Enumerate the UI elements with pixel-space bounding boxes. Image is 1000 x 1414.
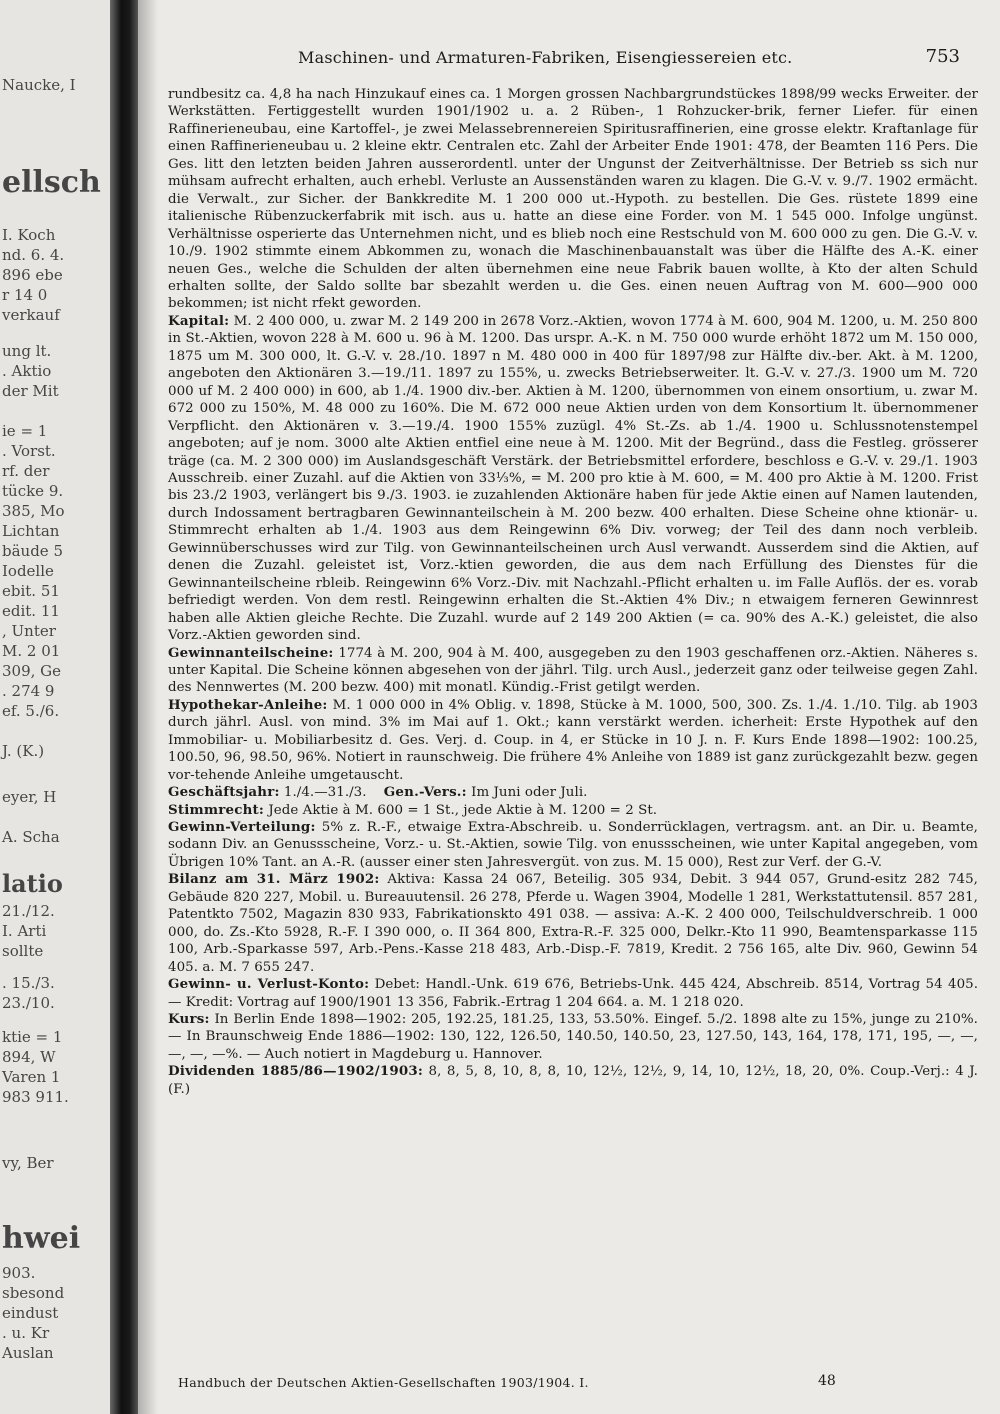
gutter-shadow [138, 0, 158, 1414]
geschaeftsjahr-text: 1./4.—31./3. [283, 785, 367, 801]
left-fragment: . u. Kr [2, 1324, 50, 1342]
kapital-entry [168, 313, 978, 645]
bilanz-label: Bilanz am 31. März 1902: [168, 871, 380, 888]
kapital-text: M. 2 400 000, u. zwar M. 2 149 200 in 2678 Vorz.-Aktien, wovon 1774 à M. 600, 904 M. 1200, u. M. 250 800 in St.-Aktien, wovon 228 à M. 600 u. 96 à M. 1200. Das urspr. A.-K. n M. 750 000 wurde erhöht 1872 um M. 150 000, 1875 um M. 300 000, lt. G.-V. v. 28./10. 1897 n M. 480 000 in 400 für 1897/98 zur Hälfte div.-ber. Akt. à M. 1200, angeboten den Aktionären 3.—19./11. 1897 zu 155%, u. zwecks Betriebserweiter. lt. G.-V. v. 27./3. 1900 um M. 720 000 uf M. 2 400 000) in 600, ab 1./4. 1900 div.-ber. Aktien à M. 1200, übernommen von einem onsortium, u. zwar M. 672 000 zu 150%, M. 48 000 zu 160%. Die M. 672 000 neue Aktien urden von dem Konsortium lt. übernommener Verpflicht. den Aktionären v. 3.—19./4. 1900 155% zuzügl. 4% St.-Zs. ab 1./4. 1900 u. Schlussnotenstempel angeboten; auf je nom. 3000 alte Aktien entfiel eine neue à M. 1200. Mit der Begründ., dass die Festleg. grösserer träge (ca. M. 2 300 000) im Auslandsgeschäft Verstärk. der Betriebsmittel erfordere, beschloss e G.-V. v. 29./1. 1903 Ausschreib. einer Zuzahl. auf die Aktien von 33⅓%, = M. 200 pro ktie à M. 600, = M. 400 pro Aktie à M. 1200. Frist bis 23./2 1903, verlängert bis 9./3. 1903. ie zuzahlenden Aktionäre haben für jede Aktie einen auf Namen lautenden, durch Indossament bertragbaren Gewinnanteilschein à M. 200 bezw. 400 erhalten. Diese Scheine ohne ktionär- u. Stimmrecht erhalten ab 1./4. 1903 aus dem Reingewinn 6% Div. vorweg; der Teil des dann noch verbleib. Gewinnüberschusses wird zur Tilg. von Gewinnanteilscheinen urch Ausl verwandt. Ausserdem sind die Aktien, auf denen die Zuzahl. geleistet ist, Vorz.-ktien geworden, die aus dem nach Erfüllung des Dienstes für die Gewinnanteilscheine rbleib. Reingewinn 6% Vorz.-Div. mit Nachzahl.-Pflicht erhalten u. im Falle Auflös. der es. vorab befriedigt werden. Von dem restl. Reingewinn erhalten die St.-Aktien 4% Div.; n etwaigem ferneren Gewinnrest haben alle Aktien gleiche Rechte. Die Zuzahl. wurde auf 2 149 200 Aktien (= ca. 90% des A.-K.) geleistet, die also Vorz.-Aktien geworden sind. [168, 313, 978, 644]
gewinnanteil-text: 1774 à M. 200, 904 à M. 400, ausgegeben zu den 1903 geschaffenen orz.-Aktien. Näheres s. unter Kapital. Die Scheine können abgesehen von der jährl. Tilg. urch Ausl., jederzeit ganz oder teilweise gegen Zahl. des Nennwertes (M. 200 bezw. 400) mit monatl. Kündig.-Frist getilgt werden. [168, 645, 979, 696]
left-fragment: der Mit [2, 382, 59, 400]
left-fragment: eyer, H [2, 788, 57, 806]
hypothek-text: M. 1 000 000 in 4% Oblig. v. 1898, Stücke à M. 1000, 500, 300. Zs. 1./4. 1./10. Tilg. ab 1903 durch jährl. Ausl. von mind. 3% im Mai auf 1. Okt.; kann verstärkt werden. icherheit: Erste Hypothek auf den Immobiliar- u. Mobiliarbesitz d. Ges. Verj. d. Coup. in 4, er Stücke in 10 J. n. F. Kurs Ende 1898—1902: 100.25, 100.50, 96, 98.50, 96%. Notiert in raunschweig. Die frühere 4% Anleihe von 1889 ist ganz zurückgezahlt bezw. gegen vor-tehende Anleihe umgetauscht. [168, 697, 978, 783]
left-fragment: ktie = 1 [2, 1028, 63, 1046]
left-fragment: I. Arti [2, 922, 47, 940]
stimmrecht-text: Jede Aktie à M. 600 = 1 St., jede Aktie à M. 1200 = 2 St. [268, 802, 658, 818]
kurs-text: In Berlin Ende 1898—1902: 205, 192.25, 181.25, 133, 53.50%. Eingef. 5./2. 1898 alte zu 15%, junge zu 210%. — In Braunschweig Ende 1886—1902: 130, 122, 126.50, 140.50, 140.50, 23, 127.50, 143, 164, 178, 171, 195, —, —, —, —, —%. — Auch notiert in Magdeburg u. Hannover. [168, 1012, 978, 1062]
guv-label: Gewinn- u. Verlust-Konto: [168, 976, 370, 993]
geschaeftsjahr-entry [168, 784, 978, 801]
left-fragment: I. Koch [2, 226, 56, 244]
left-fragment: A. Scha [2, 828, 60, 846]
left-fragment: J. (K.) [2, 742, 45, 760]
gewinnverteilung-label: Gewinn-Verteilung: [168, 819, 316, 836]
dividenden-text: 8, 8, 5, 8, 10, 8, 8, 10, 12½, 12½, 9, 14, 10, 12½, 18, 20, 0%. Coup.-Verj.: 4 J. (F.) [168, 1064, 978, 1097]
left-fragment: latio [2, 869, 63, 898]
left-fragment: ie = 1 [2, 422, 48, 440]
left-fragment: sbesond [2, 1284, 65, 1302]
left-fragment: Varen 1 [2, 1068, 61, 1086]
left-fragment: tücke 9. [2, 482, 64, 500]
left-fragment: edit. 11 [2, 602, 60, 620]
kurs-label: Kurs: [168, 1011, 210, 1028]
adjacent-page-strip [0, 0, 118, 1414]
left-fragment: ung lt. [2, 342, 52, 360]
left-fragment: ef. 5./6. [2, 702, 60, 720]
left-fragment: rf. der [2, 462, 50, 480]
footer-signature: 48 [818, 1373, 836, 1389]
left-fragment: bäude 5 [2, 542, 63, 560]
left-fragment: nd. 6. 4. [2, 246, 65, 264]
left-fragment: eindust [2, 1304, 59, 1322]
left-fragment: hwei [2, 1221, 81, 1256]
page-number: 753 [925, 46, 960, 67]
left-fragment: 894, W [2, 1048, 56, 1066]
left-fragment: 983 911. [2, 1088, 69, 1106]
gewinnanteil-entry [168, 645, 978, 697]
hypothek-label: Hypothekar-Anleihe: [168, 696, 328, 713]
hypothek-entry [168, 697, 978, 784]
kurs-entry [168, 1011, 978, 1063]
left-fragment: Naucke, I [2, 76, 76, 94]
left-fragment: vy, Ber [2, 1154, 54, 1172]
left-fragment: 903. [2, 1264, 36, 1282]
page-body [168, 86, 978, 1098]
left-fragment: 21./12. [2, 902, 55, 920]
book-page [138, 0, 1000, 1414]
left-fragment: r 14 0 [2, 286, 48, 304]
stimmrecht-entry [168, 802, 978, 819]
left-fragment: Iodelle [2, 562, 54, 580]
left-fragment: ellsch [2, 165, 101, 200]
gewinnanteil-label: Gewinnanteilscheine: [168, 644, 334, 661]
gewinnverteilung-text: 5% z. R.-F., etwaige Extra-Abschreib. u. Sonderrücklagen, vertragsm. ant. an Dir. u. Beamte, sodann Div. an Genussscheine, Vorz.- u. St.-Aktien, sowie Tilg. von enussscheinen, wie unter Kapital angegeben, vom Übrigen 10% Tant. an A.-R. (ausser einer sten Jahresvergüt. von zus. M. 15 000), Rest zur Verf. der G.-V. [168, 820, 978, 870]
left-fragment: 385, Mo [2, 502, 65, 520]
left-fragment: ebit. 51 [2, 582, 60, 600]
book-gutter [110, 0, 138, 1414]
dividenden-entry [168, 1063, 978, 1098]
left-fragment: 896 ebe [2, 266, 63, 284]
geschaeftsjahr-label: Geschäftsjahr: [168, 784, 280, 801]
left-fragment: . 15./3. [2, 974, 55, 992]
left-fragment: verkauf [2, 306, 60, 324]
bilanz-entry [168, 871, 978, 976]
left-fragment: sollte [2, 942, 44, 960]
guv-entry [168, 976, 978, 1011]
left-fragment: . Aktio [2, 362, 52, 380]
left-fragment: Lichtan [2, 522, 60, 540]
genvers-text: Im Juni oder Juli. [471, 785, 588, 801]
intro-paragraph: rundbesitz ca. 4,8 ha nach Hinzukauf eines ca. 1 Morgen grossen Nachbargrundstückes 1898/99 wecks Erweiter. der Werkstätten. Fertiggestellt wurden 1901/1902 u. a. 2 Rüben-, 1 Rohzucker-brik, ferner Liefer. für einen Raffinerieneubau, eine Kartoffel-, je zwei Melassebrennereien Spiritusraffinerien, eine grosse elektr. Kraftanlage für einen Raffinerieneubau u. 2 kleine ektr. Centralen etc. Zahl der Arbeiter Ende 1901: 478, der Beamten 116 Pers. Die Ges. litt den letzten beiden Jahren ausserordentl. unter der Ungunst der Zeitverhältnisse. Der Betrieb ss sich nur mühsam aufrecht erhalten, auch erhebl. Verluste an Aussenständen waren zu klagen. Die G.-V. v. 9./7. 1902 ermächt. die Verwalt., zur Sicher. der Bankkredite M. 1 200 000 ut.-Hypoth. zu bestellen. Die Ges. rüstete 1899 eine italienische Rübenzuckerfabrik mit isch. aus u. hatte an diese eine Forder. von M. 1 545 000. Infolge ungünst. Verhältnisse osperierte das Unternehmen nicht, und es blieb noch eine Restschuld von M. 600 000 zu gen. Die G.-V. v. 10./9. 1902 stimmte einem Abkommen zu, wonach die Maschinenbauanstalt was über die Hälfte des A.-K. einer neuen Ges., welche die Schulden der alten übernehmen eine neue Fabrik bauen wollte, à Kto der alten Schuld erhalten sollte, der Saldo sollte bar sbezahlt werden u. die Ges. einen neuen Auftrag von M. 600—900 000 bekommen; ist nicht rfekt geworden. [168, 87, 978, 312]
kapital-label: Kapital: [168, 312, 230, 329]
running-title: Maschinen- und Armaturen-Fabriken, Eisengiessereien etc. [298, 48, 793, 67]
left-fragment: 23./10. [2, 994, 55, 1012]
stimmrecht-label: Stimmrecht: [168, 801, 265, 818]
left-fragment: . Vorst. [2, 442, 56, 460]
footer-handbook-title: Handbuch der Deutschen Aktien-Gesellschaften 1903/1904. I. [178, 1375, 589, 1390]
left-fragment: . 274 9 [2, 682, 55, 700]
genvers-label: Gen.-Vers.: [383, 784, 467, 801]
bilanz-text: Aktiva: Kassa 24 067, Beteilig. 305 934, Debit. 3 944 057, Grund-esitz 282 745, Gebäude 820 227, Mobil. u. Bureauutensil. 26 278, Pferde u. Wagen 3904, Modelle 1 281, Werkstattutensil. 857 281, Patentkto 7502, Magazin 830 933, Fabrikationskto 491 038. — assiva: A.-K. 2 400 000, Teilschuldverschreib. 1 000 000, do. Zs.-Kto 5928, R.-F. I 390 000, o. II 364 800, Extra-R.-F. 325 000, Delkr.-Kto 11 990, Beamtensparkasse 115 100, Arb.-Sparkasse 597, Arb.-Pens.-Kasse 218 483, Arb.-Disp.-F. 7819, Kredit. 2 756 165, alte Div. 960, Gewinn 54 405. a. M. 7 655 247. [168, 872, 978, 975]
left-fragment: Auslan [2, 1344, 54, 1362]
gewinnverteilung-entry [168, 819, 978, 871]
left-fragment: M. 2 01 [2, 642, 61, 660]
guv-text: Debet: Handl.-Unk. 619 676, Betriebs-Unk. 445 424, Abschreib. 8514, Vortrag 54 405. — Kredit: Vortrag auf 1900/1901 13 356, Fabrik.-Ertrag 1 204 664. a. M. 1 218 020. [168, 977, 979, 1010]
dividenden-label: Dividenden 1885/86—1902/1903: [168, 1063, 424, 1080]
left-fragment: , Unter [2, 622, 56, 640]
left-fragment: 309, Ge [2, 662, 62, 680]
